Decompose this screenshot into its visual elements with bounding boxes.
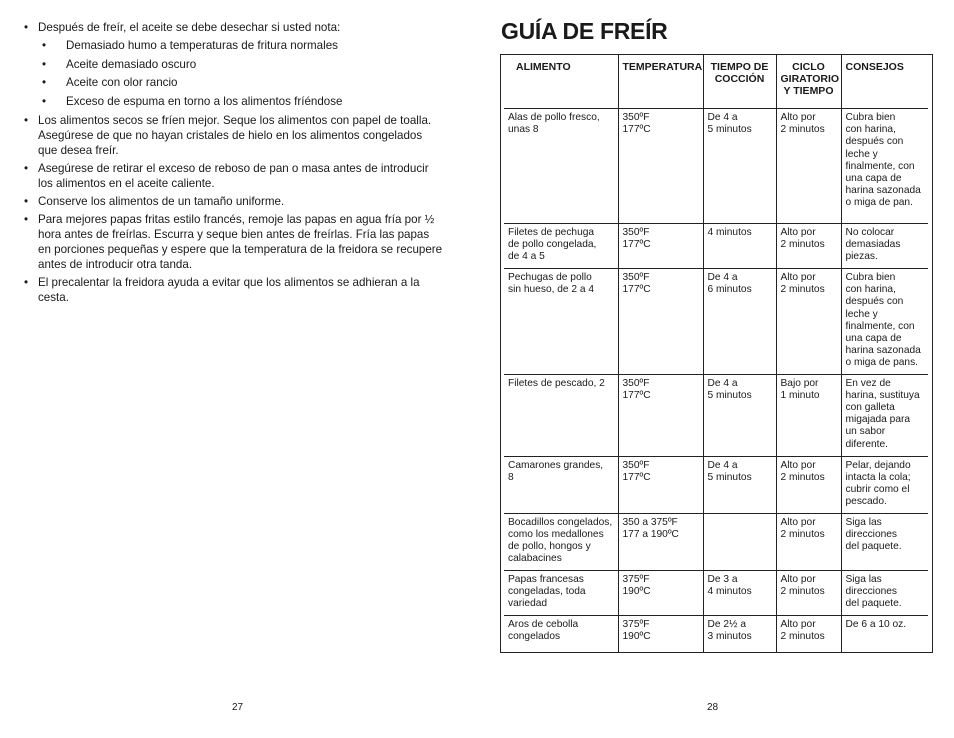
- cell-tips: De 6 a 10 oz.: [841, 615, 928, 653]
- table-row: [504, 513, 928, 570]
- cell-cycle: Alto por 2 minutos: [776, 513, 841, 570]
- list-item: • Asegúrese de retirar el exceso de reboso de pan o masa antes de introducir los alimentos en el aceite caliente.: [24, 161, 444, 191]
- page-title: GUÍA DE FREÍR: [501, 18, 668, 44]
- cell-temperature: 350ºF 177ºC: [618, 374, 703, 456]
- cell-temperature: 350ºF 177ºC: [618, 109, 703, 224]
- table-row: [504, 456, 928, 513]
- cell-cooking-time: De 2½ a 3 minutos: [703, 615, 776, 653]
- list-item-text: Después de freír, el aceite se debe desechar si usted nota:: [38, 21, 341, 34]
- frying-guide-table: [504, 55, 928, 653]
- tips-list: [24, 20, 444, 308]
- table-row: [504, 109, 928, 224]
- cell-cycle: Alto por 2 minutos: [776, 224, 841, 269]
- list-item: • Los alimentos secos se fríen mejor. Seque los alimentos con papel de toalla. Asegúrese de que no hayan cristales de hielo en los alimentos congelados que desea freír.: [24, 113, 444, 158]
- cell-tips: Pelar, dejando intacta la cola; cubrir como el pescado.: [841, 456, 928, 513]
- sub-list-item: • Exceso de espuma en torno a los alimentos fríéndose: [38, 94, 444, 109]
- cell-temperature: 375ºF 190ºC: [618, 615, 703, 653]
- cell-tips: Cubra bien con harina, después con leche y finalmente, con una capa de harina sazonada o miga de pans.: [841, 269, 928, 375]
- sub-list-item: • Aceite con olor rancio: [38, 75, 444, 90]
- sub-list-item: • Demasiado humo a temperaturas de fritura normales: [38, 38, 444, 53]
- cell-tips: Cubra bien con harina, después con leche y finalmente, con una capa de harina sazonada o miga de pan.: [841, 109, 928, 224]
- cell-cycle: Alto por 2 minutos: [776, 570, 841, 615]
- cell-food: Camarones grandes, 8: [504, 456, 618, 513]
- cell-food: Filetes de pechuga de pollo congelada, de 4 a 5: [504, 224, 618, 269]
- cell-cycle: Alto por 2 minutos: [776, 109, 841, 224]
- cell-temperature: 350ºF 177ºC: [618, 224, 703, 269]
- sub-list: [38, 38, 444, 109]
- right-page: [477, 0, 954, 738]
- table-row: [504, 269, 928, 375]
- cell-cooking-time: De 3 a 4 minutos: [703, 570, 776, 615]
- table-row: [504, 615, 928, 653]
- cell-tips: En vez de harina, sustituya con galleta migajada para un sabor diferente.: [841, 374, 928, 456]
- cell-cooking-time: 4 minutos: [703, 224, 776, 269]
- cell-cooking-time: [703, 513, 776, 570]
- page-number: 28: [707, 702, 719, 713]
- table-row: [504, 224, 928, 269]
- list-item: [24, 20, 444, 109]
- frying-guide-table-frame: [500, 54, 933, 653]
- cell-food: Bocadillos congelados, como los medallones de pollo, hongos y calabacines: [504, 513, 618, 570]
- cell-tips: Siga las direcciones del paquete.: [841, 513, 928, 570]
- cell-cooking-time: De 4 a 6 minutos: [703, 269, 776, 375]
- column-header-food: ALIMENTO: [504, 55, 618, 109]
- cell-cycle: Alto por 2 minutos: [776, 615, 841, 653]
- cell-food: Pechugas de pollo sin hueso, de 2 a 4: [504, 269, 618, 375]
- table-row: [504, 570, 928, 615]
- sub-list-item: • Aceite demasiado oscuro: [38, 57, 444, 72]
- cell-food: Filetes de pescado, 2: [504, 374, 618, 456]
- column-header-cooking-time: TIEMPO DE COCCIÓN: [703, 55, 776, 109]
- cell-tips: No colocar demasiadas piezas.: [841, 224, 928, 269]
- list-item: • Conserve los alimentos de un tamaño uniforme.: [24, 194, 444, 209]
- cell-food: Papas francesas congeladas, toda variedad: [504, 570, 618, 615]
- cell-temperature: 350ºF 177ºC: [618, 456, 703, 513]
- cell-temperature: 350 a 375ºF 177 a 190ºC: [618, 513, 703, 570]
- cell-cooking-time: De 4 a 5 minutos: [703, 374, 776, 456]
- cell-cycle: Alto por 2 minutos: [776, 456, 841, 513]
- table-row: [504, 374, 928, 456]
- cell-cooking-time: De 4 a 5 minutos: [703, 456, 776, 513]
- cell-cycle: Alto por 2 minutos: [776, 269, 841, 375]
- list-item: • El precalentar la freidora ayuda a evitar que los alimentos se adhieran a la cesta.: [24, 275, 444, 305]
- column-header-cycle: CICLO GIRATORIO Y TIEMPO: [776, 55, 841, 109]
- cell-food: Aros de cebolla congelados: [508, 618, 579, 642]
- column-header-temperature: TEMPERATURA: [618, 55, 703, 109]
- cell-cooking-time: De 4 a 5 minutos: [703, 109, 776, 224]
- cell-temperature: 375ºF 190ºC: [618, 570, 703, 615]
- table-header-row: [504, 55, 928, 109]
- cell-cycle: Bajo por 1 minuto: [776, 374, 841, 456]
- cell-temperature: 350ºF 177ºC: [618, 269, 703, 375]
- cell-food: Alas de pollo fresco, unas 8: [504, 109, 618, 224]
- cell-tips: Siga las direcciones del paquete.: [841, 570, 928, 615]
- list-item: • Para mejores papas fritas estilo francés, remoje las papas en agua fría por ½ hora antes de freírlas. Escurra y seque bien antes de freírlas. Fría las papas en porciones pequeñas y espere que la temperatura de la freidora se recupere antes de introducir otra tanda.: [24, 212, 444, 272]
- page-number: 27: [232, 702, 244, 713]
- column-header-tips: CONSEJOS: [841, 55, 928, 109]
